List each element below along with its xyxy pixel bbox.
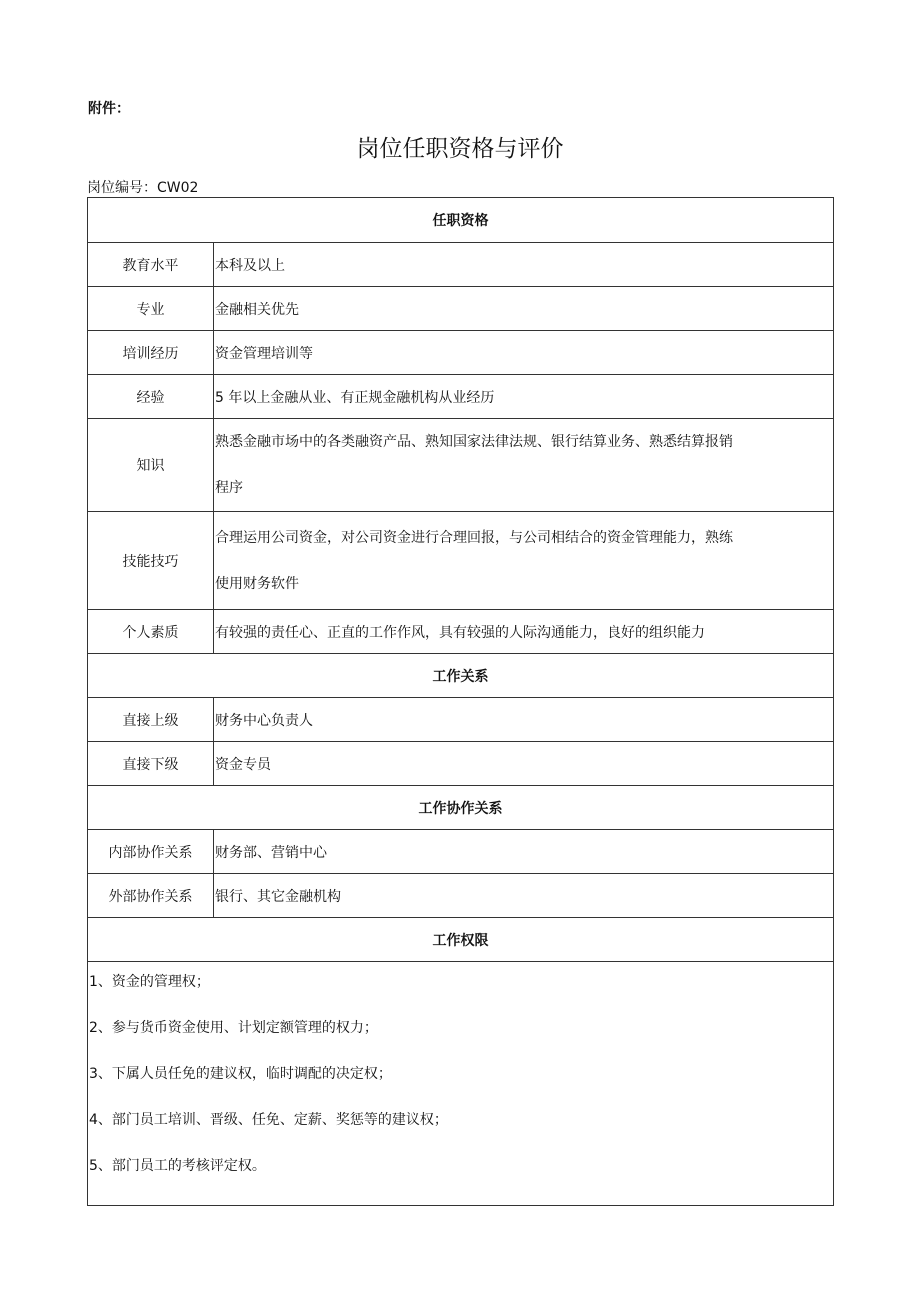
table-row	[88, 742, 834, 786]
list-item: 1、资金的管理权；	[89, 974, 210, 990]
row-label: 教育水平	[88, 243, 214, 287]
row-value-line: 使用财务软件	[215, 575, 299, 592]
attachment-label: 附件：	[88, 101, 130, 117]
row-label: 个人素质	[88, 610, 214, 654]
row-label: 知识	[88, 419, 214, 512]
row-label: 外部协作关系	[88, 874, 214, 918]
section-title-collaboration: 工作协作关系	[88, 786, 834, 830]
row-value: 资金专员	[214, 742, 834, 786]
row-value-line: 合理运用公司资金，对公司资金进行合理回报，与公司相结合的资金管理能力，熟练	[215, 529, 733, 546]
qualification-table	[87, 197, 834, 1206]
section-header-row	[88, 654, 834, 698]
position-code-value: CW02	[157, 180, 199, 196]
row-label: 经验	[88, 375, 214, 419]
authority-list-row	[88, 962, 834, 1206]
table-row	[88, 375, 834, 419]
table-row	[88, 698, 834, 742]
row-value	[214, 419, 834, 512]
table-row	[88, 419, 834, 512]
row-value: 财务部、营销中心	[214, 830, 834, 874]
table-row	[88, 243, 834, 287]
row-label: 培训经历	[88, 331, 214, 375]
table-row	[88, 512, 834, 610]
position-code	[87, 177, 198, 197]
section-title-work-relations: 工作关系	[88, 654, 834, 698]
row-label: 直接上级	[88, 698, 214, 742]
row-value: 5 年以上金融从业、有正规金融机构从业经历	[214, 375, 834, 419]
list-item: 5、部门员工的考核评定权。	[89, 1158, 266, 1174]
row-value	[214, 512, 834, 610]
position-code-label: 岗位编号：	[87, 180, 157, 196]
row-label: 专业	[88, 287, 214, 331]
page-title: 岗位任职资格与评价	[356, 136, 564, 162]
row-value-line: 熟悉金融市场中的各类融资产品、熟知国家法律法规、银行结算业务、熟悉结算报销	[215, 434, 733, 450]
row-value: 资金管理培训等	[214, 331, 834, 375]
table-row	[88, 610, 834, 654]
list-item: 2、参与货币资金使用、计划定额管理的权力；	[89, 1020, 378, 1036]
row-value: 本科及以上	[214, 243, 834, 287]
row-value: 财务中心负责人	[214, 698, 834, 742]
table-row	[88, 830, 834, 874]
section-header-row	[88, 198, 834, 243]
table-row	[88, 331, 834, 375]
row-value: 银行、其它金融机构	[214, 874, 834, 918]
row-label: 内部协作关系	[88, 830, 214, 874]
section-title-authority: 工作权限	[88, 918, 834, 962]
list-item: 3、下属人员任免的建议权，临时调配的决定权；	[89, 1066, 392, 1082]
table-row	[88, 874, 834, 918]
row-value: 有较强的责任心、正直的工作作风，具有较强的人际沟通能力，良好的组织能力	[214, 610, 834, 654]
row-label: 直接下级	[88, 742, 214, 786]
list-item: 4、部门员工培训、晋级、任免、定薪、奖惩等的建议权；	[89, 1112, 448, 1128]
row-label: 技能技巧	[88, 512, 214, 610]
section-header-row	[88, 786, 834, 830]
row-value: 金融相关优先	[214, 287, 834, 331]
authority-list	[88, 962, 834, 1206]
section-header-row	[88, 918, 834, 962]
section-title-qualifications: 任职资格	[88, 198, 834, 243]
row-value-line: 程序	[215, 480, 243, 496]
table-row	[88, 287, 834, 331]
